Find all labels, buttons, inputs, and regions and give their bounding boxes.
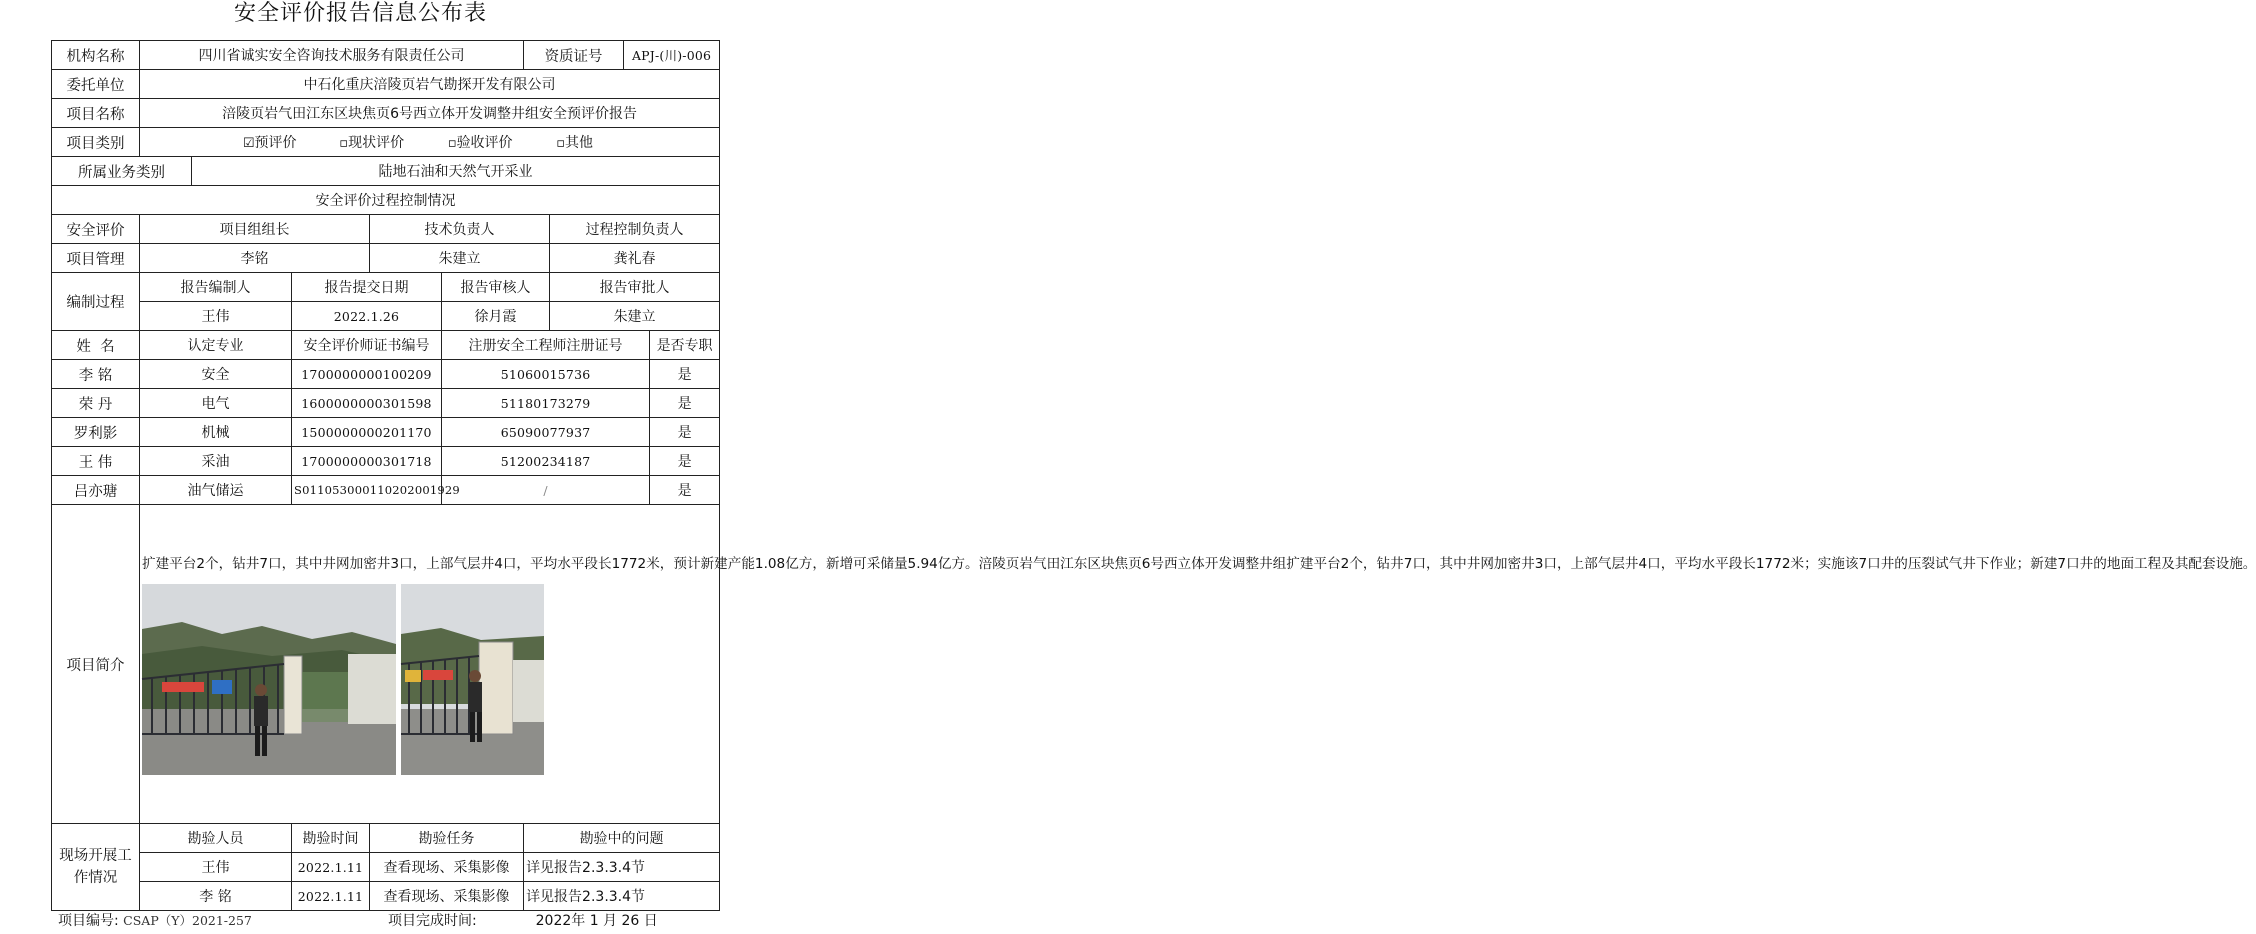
site-task: 查看现场、采集影像	[370, 853, 524, 882]
site-issue: 详见报告2.3.3.4节	[524, 853, 720, 882]
org-name: 四川省诚实安全咨询技术服务有限责任公司	[140, 41, 524, 70]
project-number-label: 项目编号:	[58, 913, 119, 929]
project-type-options	[140, 128, 720, 157]
client-label: 委托单位	[52, 70, 140, 99]
business-label: 所属业务类别	[52, 157, 192, 186]
project-type-label: 项目类别	[52, 128, 140, 157]
page-title: 安全评价报告信息公布表	[233, 1, 487, 26]
table-row	[52, 476, 720, 505]
staff-header-cert: 安全评价师证书编号	[292, 331, 442, 360]
management-label-1: 安全评价	[52, 215, 140, 244]
staff-header-reg: 注册安全工程师注册证号	[442, 331, 650, 360]
site-header-task: 勘验任务	[370, 824, 524, 853]
compile-header-date: 报告提交日期	[292, 273, 442, 302]
site-photos	[142, 584, 717, 775]
info-table	[51, 40, 2256, 911]
compile-header-reviewer: 报告审核人	[442, 273, 550, 302]
site-person: 王伟	[140, 853, 292, 882]
business-value: 陆地石油和天然气开采业	[192, 157, 720, 186]
completion-time	[388, 910, 658, 930]
table-row	[52, 389, 720, 418]
site-header-issue: 勘验中的问题	[524, 824, 720, 853]
checkbox-icon: ▫	[339, 136, 349, 151]
staff-name: 吕亦瑭	[52, 476, 140, 505]
checkbox-icon: ▫	[556, 136, 566, 151]
staff-fulltime: 是	[650, 418, 720, 447]
staff-header-name: 姓 名	[52, 331, 140, 360]
team-leader-name: 李铭	[140, 244, 370, 273]
staff-reg-number: 51180173279	[442, 389, 650, 418]
completion-time-value: 2022年 1 月 26 日	[535, 913, 658, 929]
staff-reg-number: 51200234187	[442, 447, 650, 476]
staff-reg-number: 65090077937	[442, 418, 650, 447]
staff-cert-number: 1600000000301598	[292, 389, 442, 418]
staff-major: 电气	[140, 389, 292, 418]
org-label: 机构名称	[52, 41, 140, 70]
role-process-control: 过程控制负责人	[550, 215, 720, 244]
site-label: 现场开展工作情况	[52, 824, 140, 911]
compile-date: 2022.1.26	[292, 302, 442, 331]
option-pre-evaluation: ☑预评价	[242, 135, 297, 151]
option-acceptance-evaluation: ▫验收评价	[447, 135, 513, 151]
staff-name: 李 铭	[52, 360, 140, 389]
option-status-evaluation: ▫现状评价	[339, 135, 405, 151]
table-row	[52, 447, 720, 476]
staff-cert-number: 1500000000201170	[292, 418, 442, 447]
completion-time-label: 项目完成时间:	[388, 913, 477, 929]
project-number-value: CSAP（Y）2021-257	[123, 913, 252, 928]
site-photo-1	[142, 584, 396, 775]
table-row	[52, 853, 720, 882]
staff-fulltime: 是	[650, 360, 720, 389]
staff-cert-number: S011053000110202001929	[292, 476, 442, 505]
site-time: 2022.1.11	[292, 882, 370, 911]
staff-major: 安全	[140, 360, 292, 389]
tech-lead-name: 朱建立	[370, 244, 550, 273]
intro-cell	[140, 505, 2256, 824]
process-header: 安全评价过程控制情况	[52, 186, 720, 215]
staff-name: 罗利影	[52, 418, 140, 447]
project-number	[58, 910, 252, 930]
option-other: ▫其他	[556, 135, 594, 151]
client-name: 中石化重庆涪陵页岩气勘探开发有限公司	[140, 70, 720, 99]
staff-major: 油气储运	[140, 476, 292, 505]
table-row	[52, 360, 720, 389]
staff-cert-number: 1700000000100209	[292, 360, 442, 389]
compile-header-approver: 报告审批人	[550, 273, 720, 302]
site-photo-2	[401, 584, 544, 775]
role-tech-lead: 技术负责人	[370, 215, 550, 244]
compile-label: 编制过程	[52, 273, 140, 331]
staff-fulltime: 是	[650, 447, 720, 476]
role-team-leader: 项目组组长	[140, 215, 370, 244]
cert-number: APJ-(川)-006	[624, 41, 720, 70]
staff-reg-number: /	[442, 476, 650, 505]
compile-header-author: 报告编制人	[140, 273, 292, 302]
compile-approver: 朱建立	[550, 302, 720, 331]
staff-header-fulltime: 是否专职	[650, 331, 720, 360]
site-header-person: 勘验人员	[140, 824, 292, 853]
project-name-label: 项目名称	[52, 99, 140, 128]
process-control-name: 龚礼春	[550, 244, 720, 273]
checkbox-checked-icon: ☑	[242, 136, 255, 151]
staff-major: 机械	[140, 418, 292, 447]
cert-label: 资质证号	[524, 41, 624, 70]
site-time: 2022.1.11	[292, 853, 370, 882]
staff-name: 荣 丹	[52, 389, 140, 418]
intro-text: 扩建平台2个，钻井7口，其中井网加密井3口，上部气层井4口，平均水平段长1772米，预计新建产能1.08亿方，新增可采储量5.94亿方。涪陵页岩气田江东区块焦页6号西立体开发调整井组扩建平台2个，钻井7口，其中井网加密井3口，上部气层井4口，平均水平段长1772米；实施该7口井的压裂试气井下作业；新建7口井的地面工程及其配套设施。	[142, 556, 2256, 572]
project-name: 涪陵页岩气田江东区块焦页6号西立体开发调整井组安全预评价报告	[140, 99, 720, 128]
staff-name: 王 伟	[52, 447, 140, 476]
management-label-2: 项目管理	[52, 244, 140, 273]
site-person: 李 铭	[140, 882, 292, 911]
staff-header-major: 认定专业	[140, 331, 292, 360]
site-issue: 详见报告2.3.3.4节	[524, 882, 720, 911]
table-row	[52, 882, 720, 911]
staff-major: 采油	[140, 447, 292, 476]
table-row	[52, 418, 720, 447]
staff-reg-number: 51060015736	[442, 360, 650, 389]
staff-fulltime: 是	[650, 476, 720, 505]
site-header-time: 勘验时间	[292, 824, 370, 853]
staff-fulltime: 是	[650, 389, 720, 418]
compile-author: 王伟	[140, 302, 292, 331]
compile-reviewer: 徐月霞	[442, 302, 550, 331]
site-task: 查看现场、采集影像	[370, 882, 524, 911]
checkbox-icon: ▫	[447, 136, 457, 151]
staff-cert-number: 1700000000301718	[292, 447, 442, 476]
intro-label: 项目简介	[52, 505, 140, 824]
